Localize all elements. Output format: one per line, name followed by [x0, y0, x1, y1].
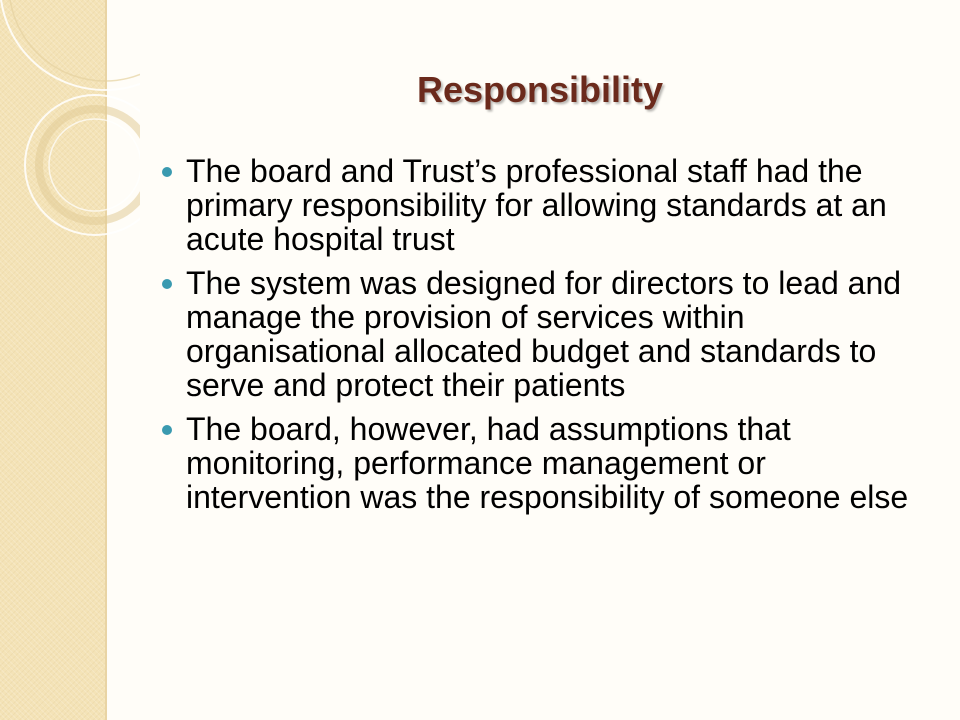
bullet-dot-icon	[162, 167, 172, 177]
bullet-item	[160, 412, 920, 514]
bullet-item	[160, 154, 920, 256]
side-band-edge	[105, 0, 107, 720]
bullet-text: The board, however, had assumptions that monitoring, performance management or intervention was the responsibility of someone else	[186, 411, 909, 515]
bullet-text: The board and Trust’s professional staff had the primary responsibility for allowing standards at an acute hospital trust	[186, 153, 887, 257]
bullet-item	[160, 266, 920, 402]
bullet-text: The system was designed for directors to lead and manage the provision of services within organisational allocated budget and standards to serve and protect their patients	[186, 265, 902, 403]
bullet-list	[160, 154, 920, 524]
bullet-dot-icon	[162, 425, 172, 435]
slide-title: Responsibility	[416, 69, 664, 110]
decorative-side-band	[0, 0, 105, 720]
bullet-dot-icon	[162, 279, 172, 289]
